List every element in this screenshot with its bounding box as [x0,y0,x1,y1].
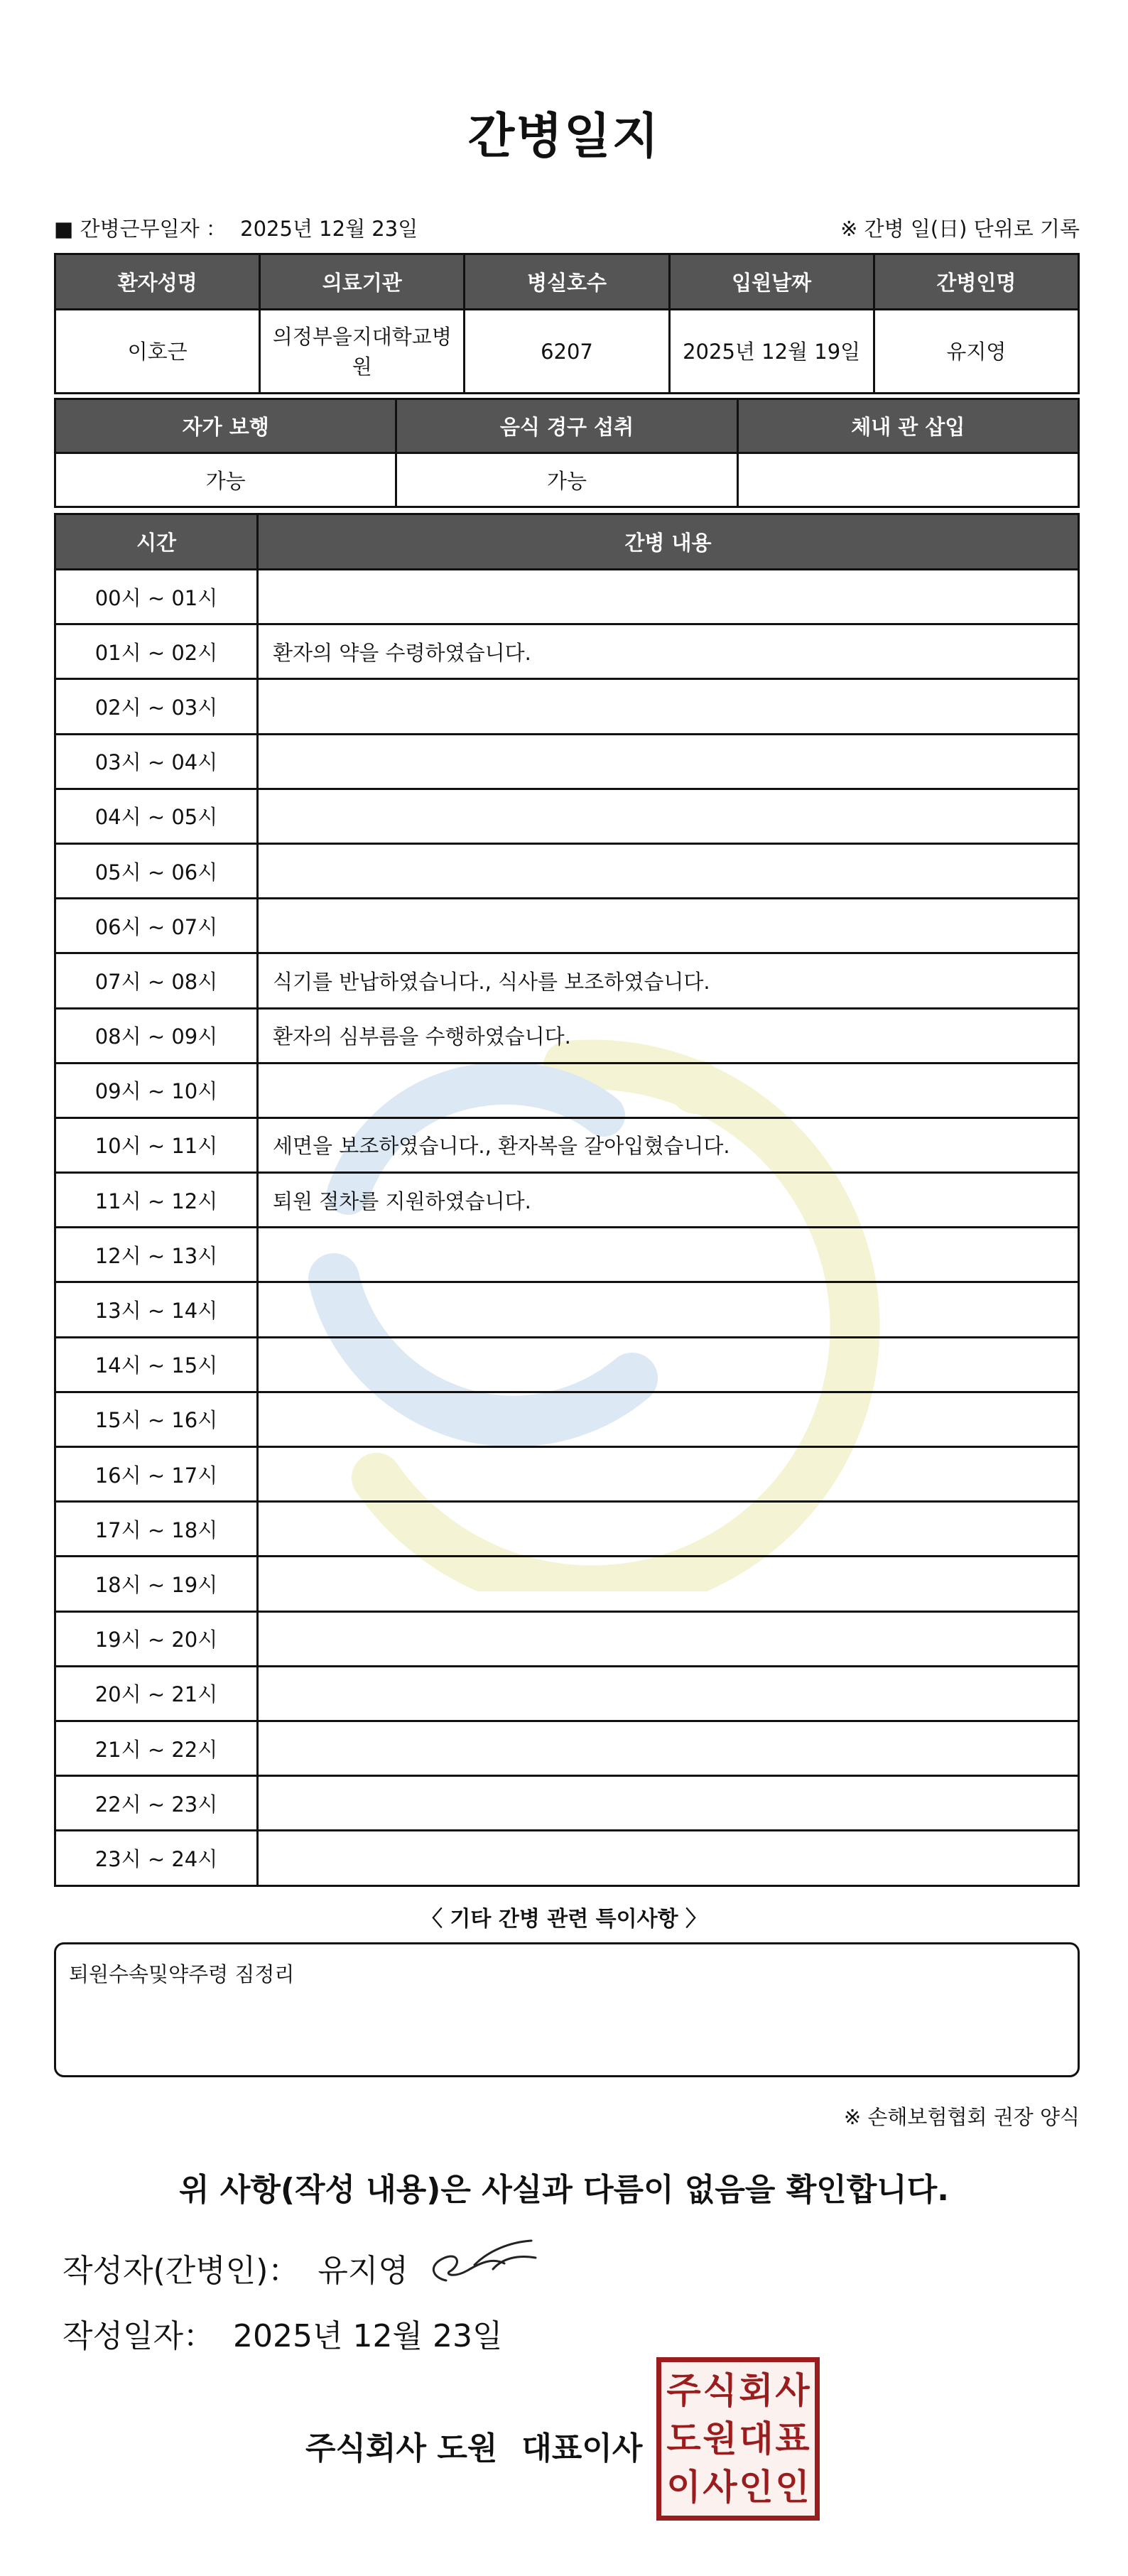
content-cell [258,1447,1079,1502]
oral-intake-value: 가능 [396,453,737,507]
seal-char: 식 [703,2370,737,2411]
time-cell: 21시 ~ 22시 [55,1721,258,1775]
confirmation-statement: 위 사항(작성 내용)은 사실과 다름이 없음을 확인합니다. [179,2172,949,2208]
content-cell [258,1392,1079,1446]
table-row [55,1502,1079,1557]
care-status-table [54,398,1080,508]
form-note: ※ 손해보험협회 권장 양식 [843,2105,1080,2129]
table-row [55,1117,1079,1172]
time-cell: 22시 ~ 23시 [55,1776,258,1831]
seal-char: 인 [739,2467,774,2508]
content-cell [258,789,1079,843]
header-time: 시간 [55,514,258,570]
table-row [55,789,1079,843]
signature-image [425,2236,538,2288]
write-date-label: 작성일자： [63,2318,215,2354]
seal-char: 원 [703,2418,737,2459]
document-title: 간병일지 [467,109,661,165]
table-row [55,570,1079,624]
content-cell [258,1228,1079,1282]
time-cell: 08시 ~ 09시 [55,1008,258,1063]
table-row [55,1063,1079,1117]
content-cell [258,734,1079,789]
work-date [54,213,425,242]
header-hospital: 의료기관 [260,254,465,310]
content-cell [258,1557,1079,1611]
special-notes-title: 〈 기타 간병 관련 특이사항 〉 [421,1907,707,1932]
time-cell: 09시 ~ 10시 [55,1063,258,1117]
time-cell: 05시 ~ 06시 [55,843,258,898]
write-date-value: 2025년 12월 23일 [233,2318,503,2354]
time-cell: 15시 ~ 16시 [55,1392,258,1446]
admission-date: 2025년 12월 19일 [669,310,874,394]
table-row [55,1557,1079,1611]
table-row [55,1337,1079,1392]
table-row [55,1831,1079,1885]
seal-char: 표 [775,2418,810,2459]
seal-char: 인 [775,2467,810,2508]
caregiver-name: 유지영 [874,310,1078,394]
table-row [55,1392,1079,1446]
content-cell: 퇴원 절차를 지원하였습니다. [258,1173,1079,1228]
tube-value [737,453,1078,507]
header-admission-date: 입원날짜 [669,254,874,310]
header-room: 병실호수 [465,254,669,310]
time-cell: 23시 ~ 24시 [55,1831,258,1885]
header-content: 간병 내용 [258,514,1079,570]
content-cell [258,899,1079,953]
time-cell: 01시 ~ 02시 [55,624,258,679]
header-tube: 체내 관 삽입 [737,399,1078,453]
header-oral-intake: 음식 경구 섭취 [396,399,737,453]
time-cell: 13시 ~ 14시 [55,1282,258,1337]
seal-char: 사 [775,2370,810,2411]
seal-char: 주 [666,2370,701,2411]
hospital: 의정부을지대학교병원 [260,310,465,394]
time-cell: 06시 ~ 07시 [55,899,258,953]
table-row [55,624,1079,679]
company-row [305,2423,642,2468]
seal-char: 대 [739,2418,774,2459]
table-row [55,1282,1079,1337]
company-rep-title: 대표이사 [521,2430,643,2467]
content-cell: 환자의 약을 수령하였습니다. [258,624,1079,679]
table-row [55,734,1079,789]
work-date-label: ■ 간병근무일자 ： [54,216,227,241]
patient-name: 이호근 [55,310,260,394]
content-cell: 세면을 보조하였습니다., 환자복을 갈아입혔습니다. [258,1117,1079,1172]
table-row [55,1447,1079,1502]
table-row [55,1611,1079,1666]
table-row [55,899,1079,953]
seal-char: 회 [739,2370,774,2411]
content-cell [258,1831,1079,1885]
table-row [55,1721,1079,1775]
content-cell [258,679,1079,734]
content-cell [258,1666,1079,1721]
table-row [55,1228,1079,1282]
header-patient-name: 환자성명 [55,254,260,310]
table-row [55,1776,1079,1831]
seal-char: 이 [666,2467,701,2508]
time-cell: 14시 ~ 15시 [55,1337,258,1392]
time-cell: 02시 ~ 03시 [55,679,258,734]
table-row [55,1666,1079,1721]
content-cell [258,1776,1079,1831]
seal-char: 사 [703,2467,737,2508]
time-cell: 04시 ~ 05시 [55,789,258,843]
writer-row [63,2245,408,2290]
room-number: 6207 [465,310,669,394]
content-cell [258,1282,1079,1337]
meta-row [54,213,1080,242]
time-cell: 12시 ~ 13시 [55,1228,258,1282]
header-caregiver: 간병인명 [874,254,1078,310]
patient-info-table [54,253,1080,394]
content-cell [258,1337,1079,1392]
time-cell: 03시 ~ 04시 [55,734,258,789]
content-cell: 식기를 반납하였습니다., 식사를 보조하였습니다. [258,953,1079,1008]
time-cell: 00시 ~ 01시 [55,570,258,624]
time-cell: 11시 ~ 12시 [55,1173,258,1228]
writer-name: 유지영 [318,2253,408,2289]
company-name: 주식회사 도원 [305,2430,498,2467]
care-log-table [54,513,1080,1887]
time-cell: 07시 ~ 08시 [55,953,258,1008]
walking-value: 가능 [55,453,396,507]
work-date-value: 2025년 12월 23일 [240,216,418,241]
time-cell: 16시 ~ 17시 [55,1447,258,1502]
special-notes-box: 퇴원수속및약주령 짐정리 [54,1942,1080,2077]
time-cell: 17시 ~ 18시 [55,1502,258,1557]
time-cell: 10시 ~ 11시 [55,1117,258,1172]
write-date-row [63,2310,502,2356]
content-cell [258,1611,1079,1666]
table-row [55,1008,1079,1063]
table-row [55,843,1079,898]
content-cell: 환자의 심부름을 수행하였습니다. [258,1008,1079,1063]
header-walking: 자가 보행 [55,399,396,453]
seal-char: 도 [666,2418,701,2459]
time-cell: 20시 ~ 21시 [55,1666,258,1721]
table-row [55,953,1079,1008]
content-cell [258,1063,1079,1117]
table-row [55,679,1079,734]
time-cell: 19시 ~ 20시 [55,1611,258,1666]
time-cell: 18시 ~ 19시 [55,1557,258,1611]
table-row [55,1173,1079,1228]
writer-label: 작성자(간병인)： [63,2253,300,2289]
content-cell [258,843,1079,898]
content-cell [258,1721,1079,1775]
company-seal [656,2357,820,2521]
content-cell [258,570,1079,624]
unit-note: ※ 간병 일(日) 단위로 기록 [840,216,1080,241]
content-cell [258,1502,1079,1557]
